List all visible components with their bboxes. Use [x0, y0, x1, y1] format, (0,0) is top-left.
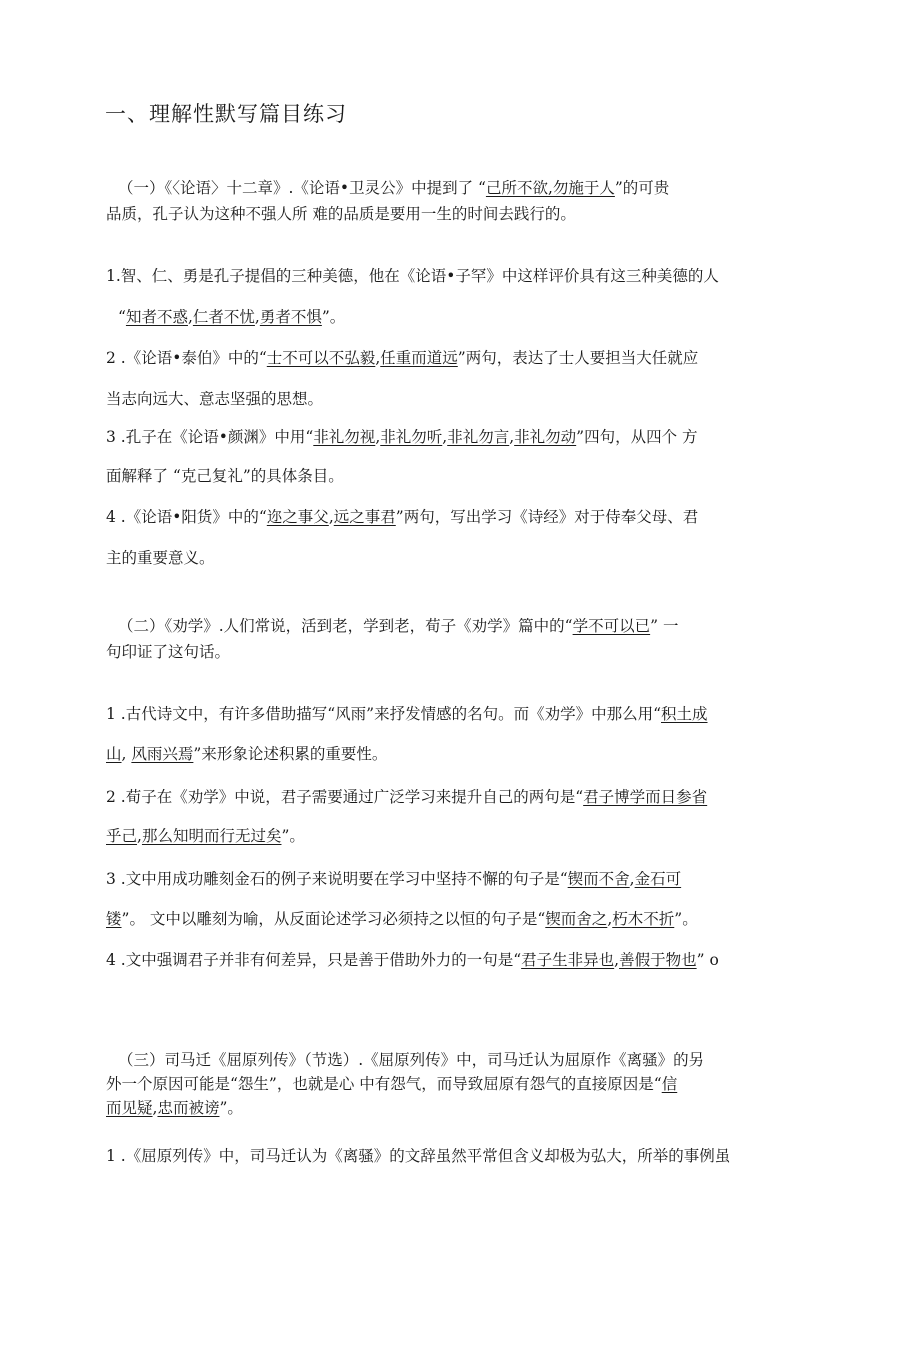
- answer-underlined: 金石可: [634, 870, 682, 888]
- answer-underlined: 朽木不折: [612, 910, 675, 928]
- text-segment: 句印证了这句话。: [106, 643, 231, 661]
- text-line: [106, 204, 826, 224]
- text-segment: ” 一: [650, 617, 679, 635]
- answer-underlined: 君子博学而日参省: [583, 788, 708, 806]
- text-line: [106, 1074, 826, 1094]
- answer-underlined: 迩之事父: [266, 508, 329, 526]
- text-segment: ,: [152, 1099, 158, 1117]
- text-segment: “: [118, 308, 126, 326]
- text-segment: ,: [254, 308, 260, 326]
- text-segment: （一）《〈论语〉十二章》.《论语•卫灵公》中提到了 “: [118, 179, 486, 197]
- text-line: [106, 950, 826, 970]
- answer-underlined: 学不可以已: [572, 617, 651, 635]
- text-line: [106, 427, 826, 447]
- text-segment: ,: [375, 349, 381, 367]
- answer-underlined: 非礼勿听: [380, 428, 443, 446]
- text-segment: 当志向远大、意志坚强的思想。: [106, 390, 324, 408]
- text-segment: 品质，孔子认为这种不强人所 难的品质是要用一生的时间去践行的。: [106, 205, 576, 223]
- text-segment: ,: [614, 951, 620, 969]
- text-segment: ,: [629, 870, 635, 888]
- text-segment: ”的可贵: [614, 179, 670, 197]
- text-segment: ”。: [219, 1099, 243, 1117]
- text-segment: ,: [442, 428, 448, 446]
- answer-underlined: 风雨兴焉: [131, 745, 194, 763]
- answer-underlined: 非礼勿视: [313, 428, 376, 446]
- text-segment: 外一个原因可能是“怨生”，也就是心 中有怨气，而导致屈原有怨气的直接原因是“: [106, 1075, 662, 1093]
- text-line: [106, 1098, 826, 1118]
- text-line: [118, 1050, 838, 1070]
- text-line: [106, 348, 826, 368]
- text-segment: ,: [187, 308, 193, 326]
- text-line: [118, 178, 838, 198]
- answer-underlined: 忠而被谤: [157, 1099, 220, 1117]
- text-line: [106, 826, 826, 846]
- answer-underlined: 积土成: [661, 705, 708, 723]
- text-segment: 1 .《屈原列传》中，司马迁认为《离骚》的文辞虽然平常但含义却极为弘大，所举的事例虽: [106, 1147, 731, 1165]
- text-segment: ,: [137, 827, 142, 845]
- answer-underlined: 士不可以不弘毅: [266, 349, 376, 367]
- text-segment: 4 .文中强调君子并非有何差异，只是善于借助外力的一句是“: [106, 951, 522, 969]
- text-segment: ,: [121, 745, 132, 763]
- answer-underlined: 君子生非异也: [521, 951, 615, 969]
- answer-underlined: 镂: [106, 910, 122, 928]
- text-segment: ”。 文中以雕刻为喻，从反面论述学习必须持之以恒的句子是“: [121, 910, 546, 928]
- text-segment: 主的重要意义。: [106, 549, 215, 567]
- text-segment: 2 .《论语•泰伯》中的“: [106, 349, 267, 367]
- answer-underlined: 那么知明而行无过矣: [141, 827, 282, 845]
- answer-underlined: 非礼勿动: [514, 428, 577, 446]
- text-segment: ”。: [674, 910, 698, 928]
- text-segment: ,: [375, 428, 381, 446]
- text-segment: ”两句，写出学习《诗经》对于侍奉父母、君: [395, 508, 699, 526]
- answer-underlined: 勇者不惧: [259, 308, 322, 326]
- text-segment: ”两句，表达了士人要担当大任就应: [457, 349, 699, 367]
- text-line: [106, 548, 826, 568]
- answer-underlined: 信: [661, 1075, 678, 1093]
- answer-underlined: 远之事君: [333, 508, 396, 526]
- text-line: [106, 266, 826, 286]
- text-segment: ”。: [281, 827, 305, 845]
- text-line: [106, 787, 826, 807]
- answer-underlined: 山: [106, 745, 122, 763]
- answer-underlined: 锲而舍之: [545, 910, 608, 928]
- text-segment: 3 .文中用成功雕刻金石的例子来说明要在学习中坚持不懈的句子是“: [106, 870, 568, 888]
- text-line: [106, 909, 826, 929]
- page-title: 一、理解性默写篇目练习: [105, 102, 347, 126]
- text-line: [106, 389, 826, 409]
- answer-underlined: 仁者不忧: [192, 308, 255, 326]
- text-segment: ”来形象论述积累的重要性。: [193, 745, 388, 763]
- answer-underlined: 知者不惑: [125, 308, 188, 326]
- answer-underlined: 己所不欲,勿施于人: [485, 179, 615, 197]
- text-segment: ” o: [696, 951, 719, 969]
- text-line: [106, 642, 826, 662]
- text-segment: 2 .荀子在《劝学》中说，君子需要通过广泛学习来提升自己的两句是“: [106, 788, 584, 806]
- text-line: [106, 1146, 826, 1166]
- text-segment: 4 .《论语•阳货》中的“: [106, 508, 267, 526]
- text-segment: 1 .古代诗文中，有许多借助描写“风雨”来抒发情感的名句。而《劝学》中那么用“: [106, 705, 661, 723]
- text-line: [118, 616, 838, 636]
- text-line: [118, 307, 838, 327]
- text-segment: ,: [328, 508, 334, 526]
- text-segment: ”。: [321, 308, 346, 326]
- text-line: [106, 744, 826, 764]
- text-segment: 1.智、仁、勇是孔子提倡的三种美德，他在《论语•子罕》中这样评价具有这三种美德的人: [106, 267, 719, 285]
- text-line: [106, 507, 826, 527]
- answer-underlined: 锲而不舍: [567, 870, 630, 888]
- text-segment: ,: [509, 428, 515, 446]
- answer-underlined: 任重而道远: [380, 349, 458, 367]
- text-line: [106, 466, 826, 486]
- answer-underlined: 乎己: [106, 827, 138, 845]
- text-segment: 面解释了 “克己复礼”的具体条目。: [106, 467, 344, 485]
- text-line: [106, 704, 826, 724]
- answer-underlined: 非礼勿言: [447, 428, 510, 446]
- text-segment: ”四句，从四个 方: [576, 428, 698, 446]
- text-segment: ,: [607, 910, 613, 928]
- text-line: [106, 869, 826, 889]
- answer-underlined: 善假于物也: [619, 951, 697, 969]
- answer-underlined: 而见疑: [106, 1099, 153, 1117]
- text-segment: （二）《劝学》.人们常说，活到老，学到老，荀子《劝学》篇中的“: [118, 617, 573, 635]
- text-segment: 3 .孔子在《论语•颜渊》中用“: [106, 428, 314, 446]
- text-segment: （三）司马迁《屈原列传》（节选）.《屈原列传》中，司马迁认为屈原作《离骚》的另: [118, 1051, 705, 1069]
